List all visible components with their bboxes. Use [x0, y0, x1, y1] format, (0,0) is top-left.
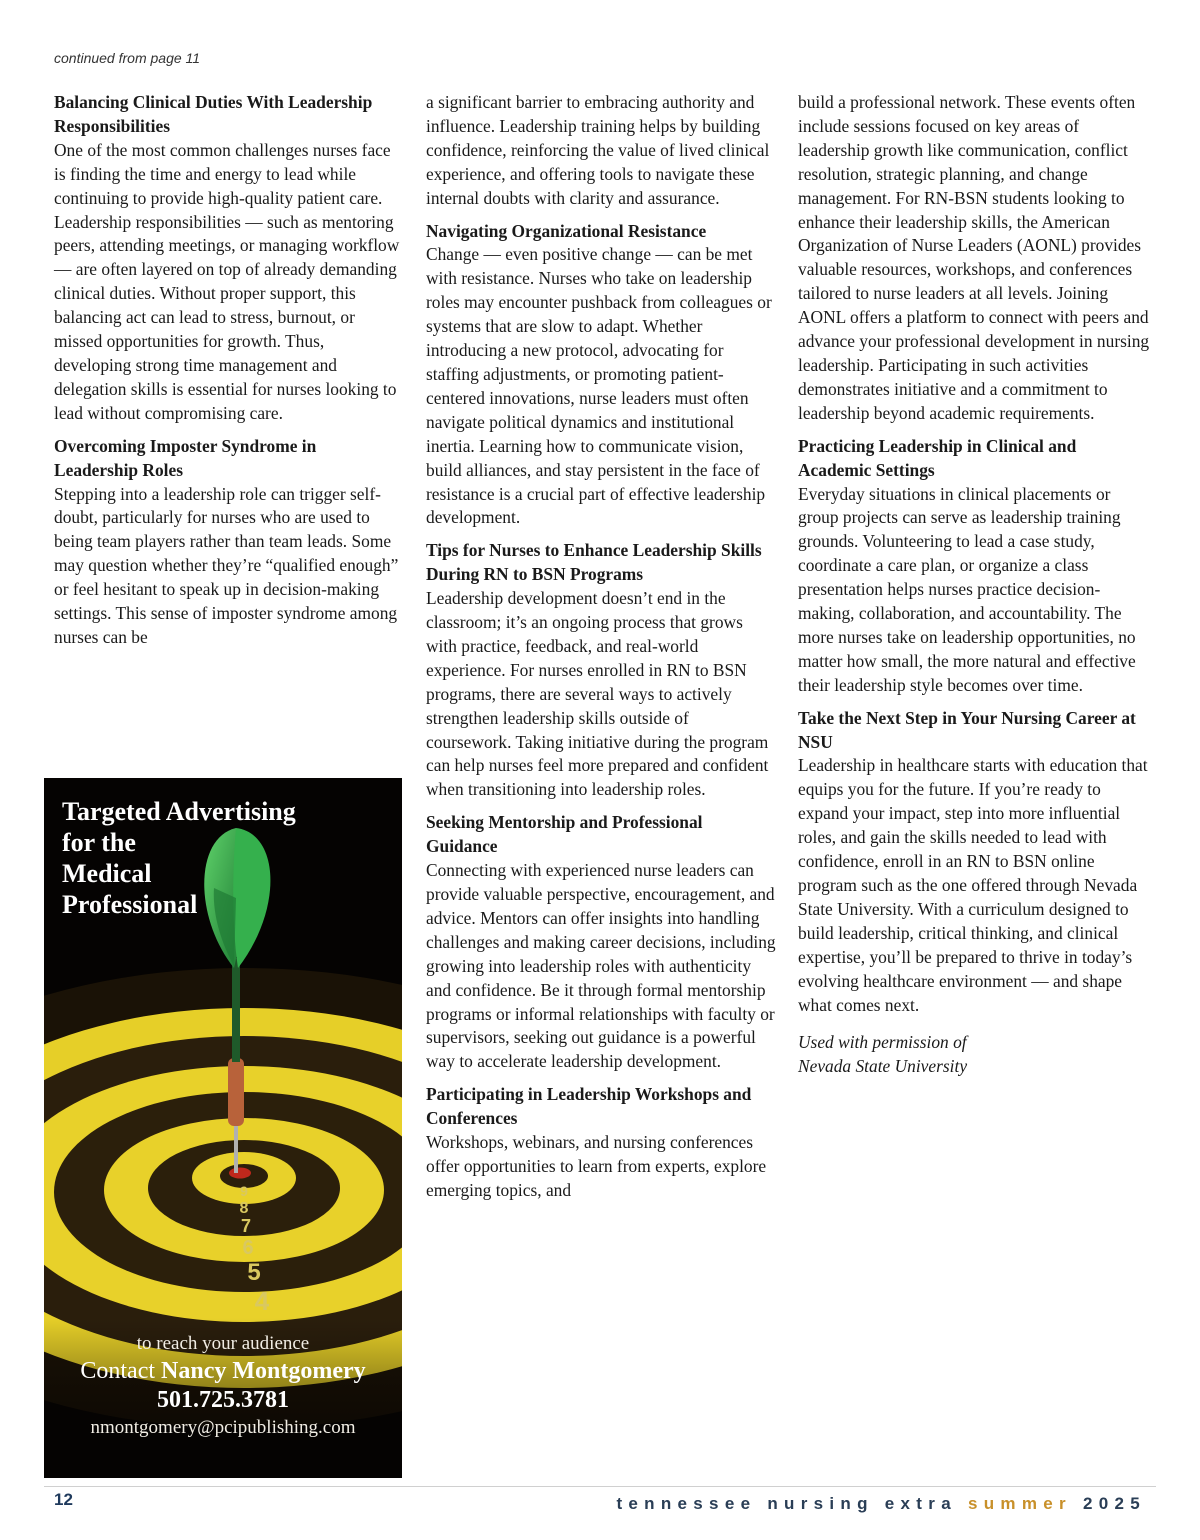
section-body-continued: a significant barrier to embracing authority and influence. Leadership training helps by building confidence, reinforcing the value of lived clinical experience, and offering tools to navigate these internal doubts with clarity and assurance. [426, 92, 770, 208]
ad-contact-block [44, 1332, 402, 1441]
board-number: 4 [254, 1286, 270, 1316]
section-heading: Practicing Leadership in Clinical and Academic Settings [798, 435, 1077, 480]
section-body: Change — even positive change — can be met with resistance. Nurses who take on leadership roles may encounter pushback from colleagues or systems that are slow to adapt. Whether introducing a new protocol, advocating for staffing adjustments, or promoting patient-centered innovations, nurse leaders must often navigate political dynamics and institutional inertia. Learning how to communicate vision, build alliances, and stay persistent in the face of resistance is a crucial part of effective leadership development. [426, 244, 772, 528]
ad-tagline: to reach your audience [136, 1333, 310, 1354]
section-body: One of the most common challenges nurses face is finding the time and energy to lead while continuing to provide high-quality patient care. Leadership responsibilities — such as mentoring peers, attending meetings, or managing workflow — are often layered on top of already demanding clinical duties. Without proper support, this balancing act can lead to stress, burnout, or missed opportunities for growth. Thus, developing strong time management and delegation skills is essential for nurses looking to lead without compromising care. [54, 139, 400, 423]
credit-line-2: Nevada State University [798, 1056, 968, 1077]
ad-headline-line: Targeted Advertising [62, 797, 296, 826]
contact-prefix: Contact [80, 1358, 162, 1384]
ad-contact [44, 1356, 402, 1386]
footer-divider [44, 1486, 1156, 1487]
section-body: Leadership development doesn’t end in the classroom; it’s an ongoing process that grows with practice, feedback, and real-world experience. For nurses enrolled in RN to BSN programs, there are several ways to actively strengthen leadership skills outside of coursework. Taking initiative during the program can help nurses feel more prepared and confident when transitioning into leadership roles. [426, 588, 769, 800]
article-column-1 [54, 91, 402, 659]
article-column-3 [798, 91, 1150, 1079]
ad-headline [62, 796, 362, 920]
section-heading: Tips for Nurses to Enhance Leadership Skills During RN to BSN Programs [426, 540, 762, 585]
section-body: Stepping into a leadership role can trigger self-doubt, particularly for nurses who are used to being team players rather than team leads. Some may question whether they’re “qualified enough” or feel hesitant to speak up in decision-making settings. This sense of imposter syndrome among nurses can be [54, 483, 399, 647]
credit-line [798, 1031, 1150, 1079]
ad-headline-line: for the [62, 828, 136, 857]
section-body: Everyday situations in clinical placements or group projects can serve as leadership training grounds. Volunteering to lead a case study, coordinate a care plan, or organize a class presentation helps nurses practice decision-making, collaboration, and accountability. The more nurses take on leadership opportunities, no matter how small, the more natural and effective their leadership style becomes over time. [798, 483, 1136, 695]
board-number: 9 [240, 1183, 248, 1199]
continued-note: continued from page 11 [54, 50, 201, 66]
page-number: 12 [54, 1490, 73, 1509]
section-heading: Seeking Mentorship and Professional Guidance [426, 812, 703, 857]
issue-season: summer [967, 1494, 1072, 1513]
contact-name: Nancy Montgomery [161, 1358, 366, 1384]
section-body: Connecting with experienced nurse leaders can provide valuable perspective, encouragement, and advice. Mentors can offer insights into handling challenges and making career decisions, including growing into leadership roles with authenticity and confidence. Be it through formal mentorship programs or informal relationships with faculty or supervisors, seeking out guidance is a powerful way to accelerate leadership development. [426, 860, 776, 1072]
section-heading: Navigating Organizational Resistance [426, 220, 707, 241]
board-number: 5 [247, 1259, 261, 1286]
section-heading: Participating in Leadership Workshops and Conferences [426, 1084, 752, 1129]
publication-name: tennessee nursing extra [616, 1494, 957, 1513]
board-number: 6 [242, 1237, 254, 1259]
ad-headline-line: Medical [62, 859, 152, 888]
section-body-continued: build a professional network. These events often include sessions focused on key areas of leadership growth like communication, conflict resolution, strategic planning, and change management. For RN-BSN students looking to enhance their leadership skills, the American Organization of Nurse Leaders (AONL) provides valuable resources, workshops, and conferences tailored to nurse leaders at all levels. Joining AONL offers a platform to connect with peers and advance your professional development in nursing leadership. Participating in such activities demonstrates initiative and a commitment to leadership beyond academic requirements. [798, 92, 1150, 423]
issue-year: 2025 [1082, 1494, 1146, 1513]
ad-headline-line: Professional [62, 890, 198, 919]
advertisement[interactable] [44, 778, 402, 1478]
board-number: 8 [239, 1200, 249, 1217]
credit-line-1: Used with permission of [798, 1032, 967, 1053]
section-heading: Take the Next Step in Your Nursing Career at NSU [798, 707, 1136, 752]
ad-phone[interactable]: 501.725.3781 [157, 1387, 289, 1413]
bullseye [229, 1168, 251, 1179]
publication-footer [616, 1494, 1146, 1514]
section-body: Leadership in healthcare starts with education that equips you for the future. If you’re ready to expand your impact, step into more influential roles, and gain the skills needed to lead with confidence, enroll in an RN to BSN online program such as the one offered through Nevada State University. With a curriculum designed to build leadership, critical thinking, and clinical expertise, you’ll be prepared to thrive in today’s evolving healthcare environment — and shape what comes next. [798, 755, 1148, 1015]
ad-email[interactable]: nmontgomery@pcipublishing.com [90, 1417, 356, 1438]
section-heading: Overcoming Imposter Syndrome in Leadership Roles [54, 435, 317, 480]
section-body: Workshops, webinars, and nursing conferences offer opportunities to learn from experts, explore emerging topics, and [426, 1132, 767, 1200]
article-column-2 [426, 91, 778, 1212]
board-number: 7 [240, 1216, 252, 1236]
section-heading: Balancing Clinical Duties With Leadership Responsibilities [54, 92, 373, 136]
